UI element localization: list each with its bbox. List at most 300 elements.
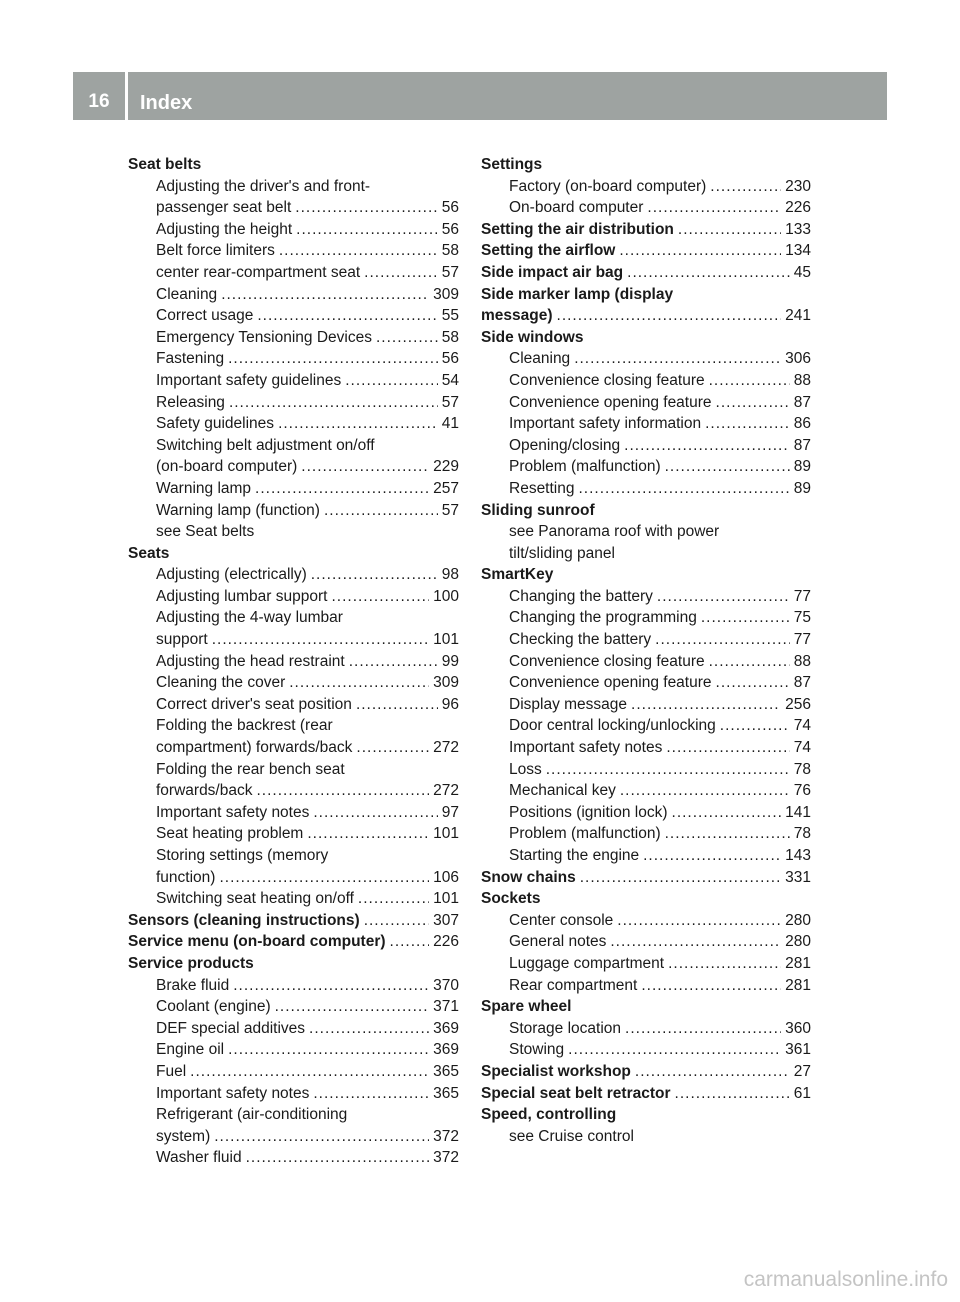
index-entry-service-menu-on-board-computer (128, 931, 459, 953)
page-reference: 77 (793, 631, 811, 649)
subentry-line (509, 413, 811, 435)
leader-dots (620, 780, 790, 802)
subentry-washer-fluid (156, 1147, 459, 1169)
entry-text: Switching seat heating on/off (156, 890, 354, 908)
leader-dots (295, 197, 437, 219)
page-reference: 54 (441, 371, 459, 389)
index-entry-specialist-workshop (481, 1061, 811, 1083)
leader-dots (666, 737, 789, 759)
leader-dots (390, 931, 430, 953)
entry-text: Adjusting the head restraint (156, 652, 345, 670)
entry-text: Brake fluid (156, 976, 230, 994)
entry-text: Opening/closing (509, 436, 621, 454)
subentry-folding-the-backrest-rear-compartment-forwards-back (156, 715, 459, 758)
entry-text: Center console (509, 911, 614, 929)
index-entry-sensors-cleaning-instructions (128, 910, 459, 932)
page-reference: 100 (433, 587, 459, 605)
subentry-line (509, 780, 811, 802)
subentry-fastening (156, 348, 459, 370)
page-reference: 56 (441, 199, 459, 217)
page-reference: 143 (785, 847, 811, 864)
leader-dots (678, 219, 781, 241)
subentry-line (156, 521, 459, 543)
entry-text: Washer fluid (156, 1149, 242, 1167)
subentry-line (509, 543, 811, 565)
leader-dots (619, 240, 781, 262)
page-reference: 272 (433, 739, 459, 757)
page-number: 16 (73, 72, 125, 120)
subentry-line (156, 651, 459, 673)
subentry-line (509, 715, 811, 737)
subentry-checking-the-battery (509, 629, 811, 651)
page-reference: 74 (793, 739, 811, 757)
page-reference: 272 (433, 782, 459, 800)
subentry-line (509, 607, 811, 629)
page-reference: 230 (785, 177, 811, 195)
entry-text: Fastening (156, 350, 225, 368)
entry-text: Convenience closing feature (509, 652, 705, 670)
page-reference: 89 (793, 479, 811, 497)
entry-text: message) (481, 307, 553, 325)
leader-dots (672, 802, 782, 824)
index-column-right (481, 154, 811, 1147)
page-reference: 41 (441, 415, 459, 433)
entry-text: Seat heating problem (156, 825, 304, 843)
page-reference: 98 (441, 566, 459, 584)
subentry-line (156, 240, 459, 262)
subentry-convenience-closing-feature (509, 370, 811, 392)
entry-heading: Spare wheel (481, 998, 572, 1016)
leader-dots (190, 1061, 429, 1083)
leader-dots (214, 1126, 429, 1148)
page-reference: 45 (793, 263, 811, 281)
page-reference: 226 (785, 199, 811, 217)
subentry-brake-fluid (156, 975, 459, 997)
subentry-line (509, 802, 811, 824)
leader-dots (720, 715, 790, 737)
entry-heading (481, 262, 811, 284)
page-reference: 101 (433, 825, 459, 843)
entry-heading: Sliding sunroof (481, 501, 595, 519)
subentry-line (509, 823, 811, 845)
leader-dots (296, 219, 438, 241)
leader-dots (568, 1039, 781, 1061)
subentry-switching-belt-adjustment-on-off-on-board-computer (156, 435, 459, 478)
leader-dots (665, 456, 790, 478)
entry-text: Changing the programming (509, 609, 697, 627)
leader-dots (309, 1018, 429, 1040)
page-reference: 76 (793, 782, 811, 800)
leader-dots (631, 694, 781, 716)
leader-dots (546, 759, 790, 781)
entry-heading (481, 867, 811, 889)
page-reference: 87 (793, 674, 811, 692)
entry-heading: Sockets (481, 890, 541, 908)
page-reference: 372 (433, 1127, 459, 1145)
index-entry-sockets (481, 888, 811, 996)
leader-dots (364, 262, 438, 284)
subentry-line (156, 370, 459, 392)
subentry-line (509, 176, 811, 198)
leader-dots (643, 845, 781, 867)
subentry-center-rear-compartment-seat (156, 262, 459, 284)
subentry-cleaning (509, 348, 811, 370)
subentry-line (156, 629, 459, 651)
leader-dots (324, 500, 438, 522)
subentry-adjusting-electrically (156, 564, 459, 586)
index-entry-special-seat-belt-retractor (481, 1083, 811, 1105)
subentry-correct-usage (156, 305, 459, 327)
subentry-storing-settings-memory-function (156, 845, 459, 888)
page-reference: 307 (433, 911, 459, 929)
leader-dots (313, 802, 437, 824)
leader-dots (228, 348, 438, 370)
entry-heading: SmartKey (481, 566, 554, 584)
page-reference: 75 (793, 609, 811, 627)
subentry-line (509, 1126, 811, 1148)
subentry-line: Adjusting the 4-way lumbar (156, 609, 343, 627)
entry-heading (481, 305, 811, 327)
subentry-line (156, 500, 459, 522)
subentry-emergency-tensioning-devices (156, 327, 459, 349)
page-reference: 281 (785, 976, 811, 994)
subentry-line (509, 737, 811, 759)
page-reference: 133 (785, 220, 811, 238)
leader-dots (307, 823, 429, 845)
page-reference: 371 (433, 998, 459, 1016)
entry-text: Adjusting (electrically) (156, 566, 307, 584)
leader-dots (331, 586, 429, 608)
subentry-line (156, 802, 459, 824)
page-reference: 369 (433, 1041, 459, 1059)
leader-dots (358, 888, 429, 910)
entry-text: Releasing (156, 393, 225, 411)
subentry-problem-malfunction (509, 823, 811, 845)
subentry-warning-lamp-function (156, 500, 459, 522)
entry-text: Service menu (on-board computer) (128, 933, 386, 951)
page-reference: 280 (785, 911, 811, 929)
page-reference: 89 (793, 458, 811, 476)
entry-text: Correct driver's seat position (156, 695, 352, 713)
leader-dots (275, 996, 430, 1018)
leader-dots (709, 651, 790, 673)
index-entry-snow-chains (481, 867, 811, 889)
subentry-problem-malfunction (509, 456, 811, 478)
entry-text: Sensors (cleaning instructions) (128, 911, 360, 929)
entry-text: Starting the engine (509, 847, 640, 864)
subentry-switching-seat-heating-on-off (156, 888, 459, 910)
subentry-engine-oil (156, 1039, 459, 1061)
entry-heading: Speed, controlling (481, 1106, 617, 1124)
subentry-line: Adjusting the driver's and front- (156, 177, 371, 195)
index-entry-side-marker-lamp-display-message (481, 284, 811, 327)
page-reference: 309 (433, 285, 459, 303)
subentry-general-notes (509, 931, 811, 953)
subentry-important-safety-notes (509, 737, 811, 759)
entry-text: function) (156, 868, 216, 886)
entry-heading (481, 219, 811, 241)
leader-dots (301, 456, 429, 478)
entry-text: Coolant (engine) (156, 998, 271, 1016)
page-reference: 57 (441, 393, 459, 411)
index-entry-speed-controlling (481, 1104, 811, 1147)
entry-heading (128, 910, 459, 932)
leader-dots (716, 672, 790, 694)
entry-text: Luggage compartment (509, 954, 665, 972)
page-reference: 365 (433, 1084, 459, 1102)
leader-dots (675, 1083, 790, 1105)
index-entry-side-windows (481, 327, 811, 500)
page-reference: 365 (433, 1062, 459, 1080)
subentry-door-central-locking-unlocking (509, 715, 811, 737)
subentry-line (156, 478, 459, 500)
leader-dots (610, 931, 781, 953)
subentry-line (156, 867, 459, 889)
entry-text: tilt/sliding panel (509, 544, 615, 562)
subentry-adjusting-the-driver-s-and-front-passenger-seat-belt (156, 176, 459, 219)
subentry-line (156, 1083, 459, 1105)
entry-text: Belt force limiters (156, 242, 275, 260)
page-reference: 241 (785, 307, 811, 325)
subentry-positions-ignition-lock (509, 802, 811, 824)
subentry-line (156, 1039, 459, 1061)
subentry-important-safety-notes (156, 1083, 459, 1105)
page-reference: 370 (433, 976, 459, 994)
subentry-stowing (509, 1039, 811, 1061)
watermark: carmanualsonline.info (743, 1268, 948, 1291)
page-reference: 57 (441, 501, 459, 519)
subentry-adjusting-lumbar-support (156, 586, 459, 608)
page-reference: 96 (441, 695, 459, 713)
index-entry-sliding-sunroof (481, 500, 811, 565)
subentry-important-safety-guidelines (156, 370, 459, 392)
entry-text: system) (156, 1127, 211, 1145)
page-reference: 372 (433, 1149, 459, 1167)
page-reference: 74 (793, 717, 811, 735)
subentry-cleaning-the-cover (156, 672, 459, 694)
subentry-safety-guidelines (156, 413, 459, 435)
subentry-resetting (509, 478, 811, 500)
leader-dots (311, 564, 438, 586)
subentry-line (156, 284, 459, 306)
leader-dots (580, 867, 781, 889)
subentry-line (156, 1147, 459, 1169)
subentry-line (509, 586, 811, 608)
leader-dots (255, 478, 429, 500)
page-reference: 78 (793, 760, 811, 778)
subentry-loss (509, 759, 811, 781)
subentry-line: Folding the backrest (rear (156, 717, 333, 735)
subentry-line (156, 888, 459, 910)
entry-text: Door central locking/unlocking (509, 717, 716, 735)
index-entry-setting-the-airflow (481, 240, 811, 262)
leader-dots (627, 262, 790, 284)
entry-heading: Settings (481, 156, 543, 173)
entry-text: Storage location (509, 1019, 622, 1037)
subentry-line (156, 975, 459, 997)
entry-text: Mechanical key (509, 782, 616, 800)
subentry-warning-lamp (156, 478, 459, 500)
leader-dots (246, 1147, 430, 1169)
leader-dots (229, 392, 438, 414)
leader-dots (624, 435, 790, 457)
entry-heading (481, 1061, 811, 1083)
subentry-see-seat-belts (156, 521, 459, 543)
entry-text: Safety guidelines (156, 415, 275, 433)
index-entry-seat-belts (128, 154, 459, 543)
index-entry-seats (128, 543, 459, 910)
entry-text: forwards/back (156, 782, 253, 800)
leader-dots (635, 1061, 790, 1083)
subentry-line (509, 759, 811, 781)
leader-dots (668, 953, 781, 975)
subentry-convenience-opening-feature (509, 392, 811, 414)
subentry-adjusting-the-height (156, 219, 459, 241)
entry-text: Changing the battery (509, 587, 653, 605)
entry-text: passenger seat belt (156, 199, 292, 217)
index-entry-settings (481, 154, 811, 219)
subentry-luggage-compartment (509, 953, 811, 975)
index-entry-setting-the-air-distribution (481, 219, 811, 241)
entry-heading: Seats (128, 544, 170, 562)
subentry-convenience-closing-feature (509, 651, 811, 673)
subentry-rear-compartment (509, 975, 811, 997)
page-reference: 106 (433, 868, 459, 886)
subentry-line (156, 262, 459, 284)
page-reference: 61 (793, 1084, 811, 1102)
entry-text: Loss (509, 760, 542, 778)
subentry-line (509, 435, 811, 457)
index-column-left (128, 154, 459, 1169)
leader-dots (641, 975, 781, 997)
subentry-on-board-computer (509, 197, 811, 219)
page-reference: 309 (433, 674, 459, 692)
leader-dots (617, 910, 781, 932)
leader-dots (313, 1083, 429, 1105)
subentry-correct-driver-s-seat-position (156, 694, 459, 716)
subentry-changing-the-programming (509, 607, 811, 629)
subentry-line (509, 975, 811, 997)
entry-text: Cleaning (509, 350, 571, 368)
entry-text: see Cruise control (509, 1127, 634, 1145)
subentry-starting-the-engine (509, 845, 811, 867)
leader-dots (233, 975, 429, 997)
entry-text: Problem (malfunction) (509, 825, 661, 843)
entry-text: Important safety notes (156, 803, 310, 821)
entry-text: Stowing (509, 1041, 565, 1059)
entry-text: see Seat belts (156, 523, 255, 541)
page-reference: 360 (785, 1019, 811, 1037)
entry-text: Display message (509, 695, 628, 713)
entry-text: Setting the air distribution (481, 220, 674, 238)
leader-dots (278, 413, 438, 435)
leader-dots (657, 586, 790, 608)
entry-text: Cleaning (156, 285, 218, 303)
entry-text: On-board computer (509, 199, 644, 217)
subentry-changing-the-battery (509, 586, 811, 608)
entry-text: Warning lamp (function) (156, 501, 320, 519)
entry-text: Engine oil (156, 1041, 225, 1059)
leader-dots (710, 176, 781, 198)
subentry-line (156, 564, 459, 586)
leader-dots (701, 607, 790, 629)
entry-text: Convenience closing feature (509, 371, 705, 389)
entry-heading (481, 240, 811, 262)
subentry-storage-location (509, 1018, 811, 1040)
page-reference: 280 (785, 933, 811, 951)
subentry-mechanical-key (509, 780, 811, 802)
page-reference: 86 (793, 415, 811, 433)
entry-text: Rear compartment (509, 976, 638, 994)
subentry-line (509, 651, 811, 673)
subentry-adjusting-the-head-restraint (156, 651, 459, 673)
page-reference: 141 (785, 803, 811, 821)
subentry-see-panorama-roof-with-power-tilt-sliding-panel (509, 521, 811, 564)
subentry-line (156, 305, 459, 327)
subentry-line (156, 1018, 459, 1040)
entry-text: Factory (on-board computer) (509, 177, 707, 195)
entry-text: Convenience opening feature (509, 393, 712, 411)
subentry-belt-force-limiters (156, 240, 459, 262)
subentry-refrigerant-air-conditioning-system (156, 1104, 459, 1147)
subentry-line (509, 197, 811, 219)
subentry-see-cruise-control (509, 1126, 811, 1148)
subentry-opening-closing (509, 435, 811, 457)
entry-text: Important safety guidelines (156, 371, 342, 389)
subentry-line: Folding the rear bench seat (156, 760, 345, 778)
subentry-line (509, 629, 811, 651)
subentry-line (509, 694, 811, 716)
subentry-line (509, 370, 811, 392)
subentry-line: see Panorama roof with power (509, 523, 720, 541)
page-reference: 134 (785, 242, 811, 260)
leader-dots (356, 694, 438, 716)
entry-text: Emergency Tensioning Devices (156, 328, 372, 346)
subentry-line (156, 694, 459, 716)
entry-text: center rear-compartment seat (156, 263, 361, 281)
subentry-important-safety-notes (156, 802, 459, 824)
leader-dots (228, 1039, 429, 1061)
page-reference: 331 (785, 868, 811, 886)
entry-text: compartment) forwards/back (156, 739, 353, 757)
subentry-important-safety-information (509, 413, 811, 435)
entry-text: Positions (ignition lock) (509, 803, 668, 821)
entry-text: Setting the airflow (481, 242, 616, 260)
section-title: Index (128, 72, 887, 120)
subentry-cleaning (156, 284, 459, 306)
subentry-line (509, 348, 811, 370)
page-reference: 97 (441, 803, 459, 821)
entry-text: Problem (malfunction) (509, 458, 661, 476)
subentry-adjusting-the-4-way-lumbar-support (156, 607, 459, 650)
subentry-line (509, 456, 811, 478)
leader-dots (705, 413, 790, 435)
subentry-line (156, 392, 459, 414)
subentry-seat-heating-problem (156, 823, 459, 845)
page-reference: 257 (433, 479, 459, 497)
subentry-line (156, 996, 459, 1018)
leader-dots (289, 672, 429, 694)
entry-text: Adjusting the height (156, 220, 293, 238)
entry-text: Specialist workshop (481, 1062, 631, 1080)
subentry-releasing (156, 392, 459, 414)
entry-heading: Seat belts (128, 156, 202, 173)
entry-text: Important safety information (509, 415, 702, 433)
page-reference: 56 (441, 220, 459, 238)
page-reference: 78 (793, 825, 811, 843)
subentry-line (156, 823, 459, 845)
subentry-line (156, 348, 459, 370)
